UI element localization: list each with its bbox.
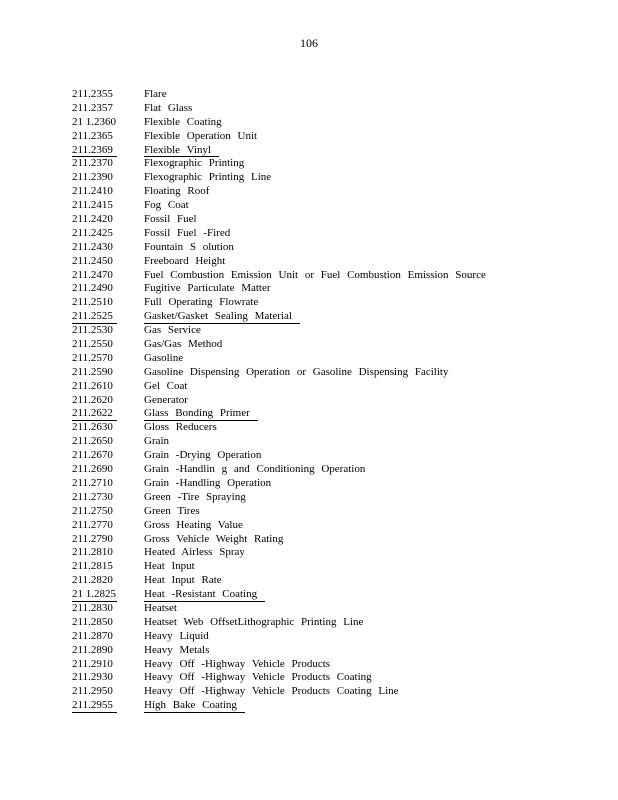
defined-term: Gross Heating Value xyxy=(144,518,243,531)
section-number: 211.2590 xyxy=(72,365,113,378)
defined-term: Fuel Combustion Emission Unit or Fuel Combustion Emission Source xyxy=(144,268,486,281)
list-item xyxy=(72,699,592,713)
list-item xyxy=(72,533,592,547)
section-number: 211.2355 xyxy=(72,88,113,100)
section-number: 211.2415 xyxy=(72,199,113,212)
defined-term: Grain xyxy=(144,435,170,448)
page-number: 106 xyxy=(300,36,318,50)
defined-term: Grain -Handling Operation xyxy=(144,476,272,489)
list-item xyxy=(72,116,592,130)
list-item xyxy=(72,435,592,449)
list-item xyxy=(72,658,592,672)
defined-term: Fountain S olution xyxy=(144,240,234,253)
section-number: 211.2357 xyxy=(72,101,113,114)
list-item xyxy=(72,505,592,519)
defined-term: Heat -Resistant Coating xyxy=(144,588,265,602)
defined-term: Heavy Metals xyxy=(144,643,210,656)
list-item xyxy=(72,546,592,560)
defined-term: Flexible Operation Unit xyxy=(144,129,258,142)
list-item xyxy=(72,477,592,491)
list-item xyxy=(72,519,592,533)
defined-term: Heated Airless Spray xyxy=(144,546,245,559)
section-number: 211.2470 xyxy=(72,268,113,281)
section-number: 211.2610 xyxy=(72,379,113,392)
defined-term: Gasoline Dispensing Operation or Gasoline Dispensing Facility xyxy=(144,365,449,378)
section-number: 211.2370 xyxy=(72,157,113,170)
defined-term: Heavy Liquid xyxy=(144,629,209,642)
section-number: 211.2630 xyxy=(72,421,113,434)
defined-term: Flexographic Printing xyxy=(144,157,245,170)
section-number: 211.2730 xyxy=(72,490,113,503)
defined-term: Floating Roof xyxy=(144,185,210,198)
list-item xyxy=(72,394,592,408)
section-number: 211.2850 xyxy=(72,615,113,628)
defined-term: Glass Bonding Primer xyxy=(144,407,258,421)
defined-term: Flat Glass xyxy=(144,101,193,114)
list-item xyxy=(72,685,592,699)
defined-term: Gel Coat xyxy=(144,379,188,392)
defined-term: Gloss Reducers xyxy=(144,421,217,434)
section-number: 211.2425 xyxy=(72,226,113,239)
defined-term: Fossil Fuel -Fired xyxy=(144,226,231,239)
list-item xyxy=(72,213,592,227)
section-number: 211.2890 xyxy=(72,643,113,656)
section-number: 211.2950 xyxy=(72,685,113,698)
section-number: 211.2430 xyxy=(72,240,113,253)
section-number: 211.2570 xyxy=(72,351,113,364)
list-item xyxy=(72,352,592,366)
list-item xyxy=(72,588,592,602)
section-number: 211.2810 xyxy=(72,546,113,559)
section-number: 211.2750 xyxy=(72,504,113,517)
list-item xyxy=(72,88,592,102)
list-item xyxy=(72,671,592,685)
list-item xyxy=(72,630,592,644)
defined-term: Full Operating Flowrate xyxy=(144,296,259,309)
list-item xyxy=(72,560,592,574)
list-item xyxy=(72,644,592,658)
list-item xyxy=(72,449,592,463)
list-item xyxy=(72,296,592,310)
list-item xyxy=(72,491,592,505)
list-item xyxy=(72,324,592,338)
defined-term: Flexible Vinyl xyxy=(144,144,219,158)
list-item xyxy=(72,407,592,421)
defined-term: Flexible Coating xyxy=(144,115,222,128)
defined-term: Generator xyxy=(144,393,188,406)
section-number: 211.2620 xyxy=(72,393,113,406)
defined-term: Heat Input Rate xyxy=(144,574,222,587)
list-item xyxy=(72,366,592,380)
section-number: 211.2550 xyxy=(72,338,113,351)
section-number: 211.2622 xyxy=(72,407,117,421)
defined-term: Grain -Handlin g and Conditioning Operation xyxy=(144,463,366,476)
section-number: 21 1.2825 xyxy=(72,588,116,601)
list-item xyxy=(72,380,592,394)
section-number: 211.2390 xyxy=(72,171,113,184)
list-item xyxy=(72,338,592,352)
defined-term: Heatset Web OffsetLithographic Printing Line xyxy=(144,615,364,628)
section-number: 211.2830 xyxy=(72,601,113,614)
section-number: 211.2450 xyxy=(72,254,113,267)
section-number: 211.2490 xyxy=(72,282,113,295)
defined-term: Gasoline xyxy=(144,351,184,364)
defined-term: Grain -Drying Operation xyxy=(144,449,262,462)
section-number: 21 1.2360 xyxy=(72,115,116,128)
list-item xyxy=(72,574,592,588)
defined-term: Gasket/Gasket Sealing Material xyxy=(144,310,300,324)
defined-term: Heavy Off -Highway Vehicle Products xyxy=(144,657,331,670)
defined-term: Green Tires xyxy=(144,504,200,517)
list-item xyxy=(72,463,592,477)
list-item xyxy=(72,602,592,616)
section-number: 211.2910 xyxy=(72,657,113,670)
list-item xyxy=(72,616,592,630)
list-item xyxy=(72,241,592,255)
section-number: 211.2955 xyxy=(72,699,117,713)
defined-term: Flare xyxy=(144,88,167,100)
defined-term: Fugitive Particulate Matter xyxy=(144,282,271,295)
section-number: 211.2870 xyxy=(72,629,113,642)
section-number: 211.2650 xyxy=(72,435,113,448)
list-item xyxy=(72,421,592,435)
section-number: 211.2510 xyxy=(72,296,113,309)
list-item xyxy=(72,255,592,269)
section-number: 211.2790 xyxy=(72,532,113,545)
section-number: 211.2670 xyxy=(72,449,113,462)
list-item xyxy=(72,144,592,158)
list-item xyxy=(72,282,592,296)
defined-term: Green -Tire Spraying xyxy=(144,490,246,503)
list-item xyxy=(72,171,592,185)
defined-term: Freeboard Height xyxy=(144,254,226,267)
section-number: 211.2420 xyxy=(72,213,113,226)
defined-term: Fossil Fuel xyxy=(144,213,197,226)
defined-term: Fog Coat xyxy=(144,199,189,212)
section-number: 211.2710 xyxy=(72,476,113,489)
list-item xyxy=(72,310,592,324)
list-item xyxy=(72,130,592,144)
list-item xyxy=(72,227,592,241)
defined-term: Gas/Gas Method xyxy=(144,338,223,351)
defined-term: Gross Vehicle Weight Rating xyxy=(144,532,284,545)
list-item xyxy=(72,157,592,171)
section-number: 211.2690 xyxy=(72,463,113,476)
section-number: 211.2820 xyxy=(72,574,113,587)
list-item xyxy=(72,185,592,199)
list-item xyxy=(72,102,592,116)
section-number: 211.2410 xyxy=(72,185,113,198)
defined-term: High Bake Coating xyxy=(144,699,245,713)
section-number: 211.2930 xyxy=(72,671,113,684)
defined-term: Heavy Off -Highway Vehicle Products Coating xyxy=(144,671,372,684)
list-item xyxy=(72,199,592,213)
section-number: 211.2770 xyxy=(72,518,113,531)
section-number: 211.2530 xyxy=(72,324,113,337)
section-number: 211.2815 xyxy=(72,560,113,573)
defined-term: Heat Input xyxy=(144,560,195,573)
section-number: 211.2365 xyxy=(72,129,113,142)
section-number: 211.2525 xyxy=(72,310,117,324)
section-number: 211.2369 xyxy=(72,144,117,158)
list-item xyxy=(72,269,592,283)
defined-term: Gas Service xyxy=(144,324,201,337)
defined-term: Heatset xyxy=(144,601,177,614)
defined-term: Heavy Off -Highway Vehicle Products Coating Line xyxy=(144,685,399,698)
defined-term: Flexographic Printing Line xyxy=(144,171,272,184)
definitions-list xyxy=(72,88,592,713)
